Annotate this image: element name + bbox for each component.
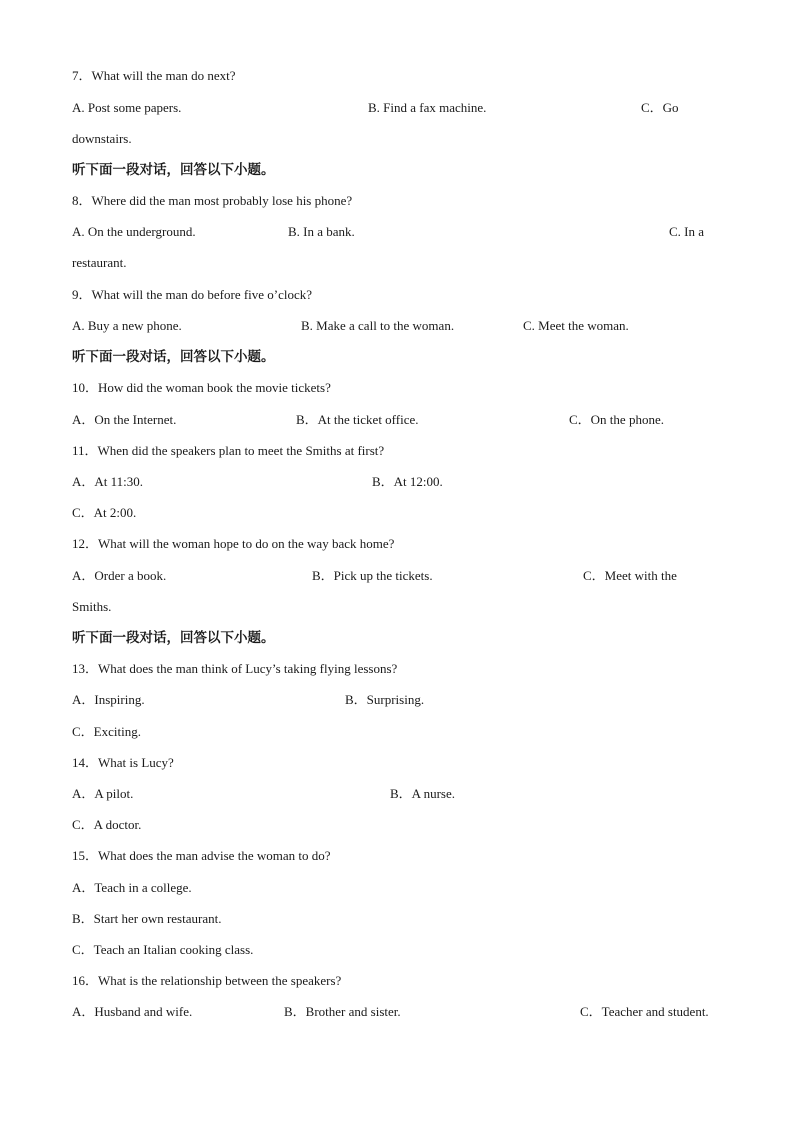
question-8-option-c: C. In a <box>669 224 705 239</box>
question-12-option-b: B．Pick up the tickets. <box>312 568 433 583</box>
question-9-option-c: C. Meet the woman. <box>523 318 629 333</box>
question-15-option-c: C．Teach an Italian cooking class. <box>72 942 254 957</box>
question-11-option-b: B．At 12:00. <box>372 474 443 489</box>
question-7-stem: 7．What will the man do next? <box>72 68 236 83</box>
question-7-option-b: B. Find a fax machine. <box>368 100 487 115</box>
question-16-option-a: A．Husband and wife. <box>72 1004 193 1019</box>
question-10-option-c: C．On the phone. <box>569 412 664 427</box>
question-11-option-a: A．At 11:30. <box>72 474 144 489</box>
question-10-option-b: B．At the ticket office. <box>296 412 419 427</box>
question-14-option-c: C．A doctor. <box>72 817 142 832</box>
section-heading: 听下面一段对话，回答以下小题。 <box>72 162 275 178</box>
question-13-stem: 13．What does the man think of Lucy’s taking flying lessons? <box>72 661 398 676</box>
question-12-option-a: A．Order a book. <box>72 568 167 583</box>
question-8-option-a: A. On the underground. <box>72 224 196 239</box>
question-15-option-b: B．Start her own restaurant. <box>72 911 222 926</box>
question-15-option-a: A．Teach in a college. <box>72 880 192 895</box>
question-14-stem: 14．What is Lucy? <box>72 755 174 770</box>
question-16-option-c: C．Teacher and student. <box>580 1004 709 1019</box>
question-9-stem: 9．What will the man do before five o’clock? <box>72 287 313 302</box>
question-7-option-a: A. Post some papers. <box>72 100 182 115</box>
question-8-stem: 8．Where did the man most probably lose his phone? <box>72 193 353 208</box>
question-7-option-c-continued: downstairs. <box>72 131 132 146</box>
section-heading: 听下面一段对话，回答以下小题。 <box>72 349 275 365</box>
question-10-stem: 10．How did the woman book the movie tickets? <box>72 380 331 395</box>
question-13-option-b: B．Surprising. <box>345 692 425 707</box>
question-12-option-c: C．Meet with the <box>583 568 677 583</box>
question-15-stem: 15．What does the man advise the woman to do? <box>72 848 331 863</box>
question-14-option-a: A．A pilot. <box>72 786 134 801</box>
question-8-option-b: B. In a bank. <box>288 224 355 239</box>
question-16-option-b: B．Brother and sister. <box>284 1004 401 1019</box>
question-12-option-c-continued: Smiths. <box>72 599 112 614</box>
section-heading: 听下面一段对话，回答以下小题。 <box>72 630 275 646</box>
question-9-option-a: A. Buy a new phone. <box>72 318 182 333</box>
question-13-option-c: C．Exciting. <box>72 724 141 739</box>
question-7-option-c: C．Go <box>641 100 679 115</box>
question-16-stem: 16．What is the relationship between the speakers? <box>72 973 342 988</box>
question-11-option-c: C．At 2:00. <box>72 505 137 520</box>
question-14-option-b: B．A nurse. <box>390 786 456 801</box>
question-11-stem: 11．When did the speakers plan to meet the Smiths at first? <box>72 443 385 458</box>
question-10-option-a: A．On the Internet. <box>72 412 177 427</box>
question-8-option-c-continued: restaurant. <box>72 255 127 270</box>
question-9-option-b: B. Make a call to the woman. <box>301 318 455 333</box>
question-12-stem: 12．What will the woman hope to do on the way back home? <box>72 536 395 551</box>
question-13-option-a: A．Inspiring. <box>72 692 145 707</box>
